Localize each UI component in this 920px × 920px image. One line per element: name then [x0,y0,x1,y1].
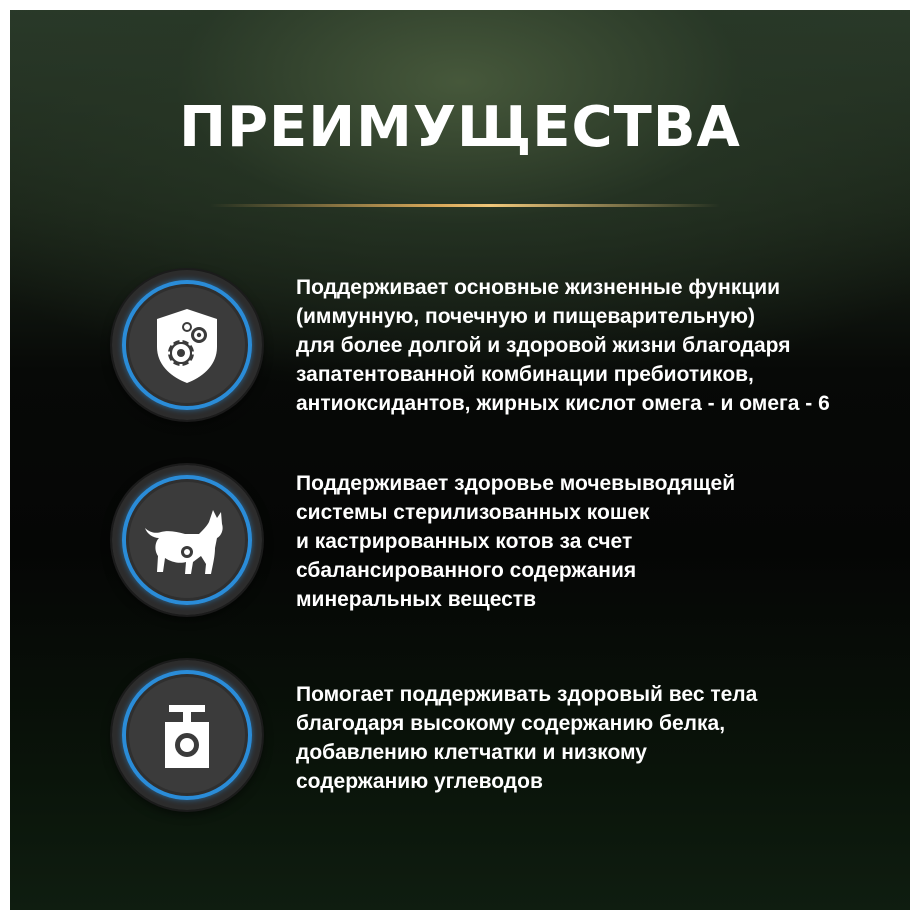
benefit-badge-1 [112,270,262,420]
benefit-badge-2 [112,465,262,615]
benefit-text-3: Помогает поддерживать здоровый вес тела благодаря высокому содержанию белка, добавлению клетчатки и низкому содержанию углеводов [296,683,758,793]
gold-divider [210,204,720,207]
benefits-panel [10,10,910,910]
benefit-text-1: Поддерживает основные жизненные функции (иммунную, почечную и пищеварительную) для более долгой и здоровой жизни благодаря запатентованной комбинации пребиотиков, антиоксидантов, жирных кислот омега - и омега - 6 [296,276,830,415]
benefit-text-2: Поддерживает здоровье мочевыводящей системы стерилизованных кошек и кастрированных котов за счет сбалансированного содержания минеральных веществ [296,472,736,611]
benefit-badge-3 [112,660,262,810]
scale-icon [129,677,245,793]
cat-icon [129,482,245,598]
shield-gears-icon [129,287,245,403]
page-title: ПРЕИМУЩЕСТВА [179,95,741,160]
